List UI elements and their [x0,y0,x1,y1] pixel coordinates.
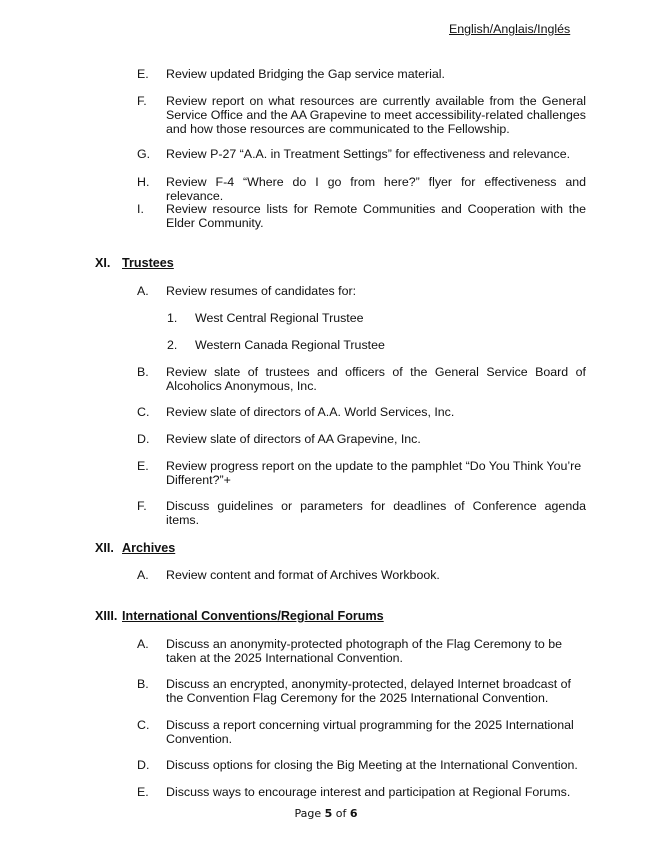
section-heading-international-conventions [95,609,384,623]
page-of-label: of [332,807,350,820]
item-text: Review resource lists for Remote Communities and Cooperation with the Elder Community. [166,202,586,230]
item-letter: A. [137,284,149,298]
section-numeral: XII. [95,541,114,555]
sub-item-text: West Central Regional Trustee [195,311,364,325]
item-text: Review slate of trustees and officers of the General Service Board of Alcoholics Anonymous, Inc. [166,365,586,393]
item-letter: A. [137,637,149,651]
page-label: Page [294,807,325,820]
item-text: Review report on what resources are currently available from the General Service Office and the AA Grapevine to meet accessibility-related challenges and how those resources are communicated to the Fellowship. [166,94,586,136]
document-language-header: English/Anglais/Inglés [449,22,571,36]
item-text: Discuss an encrypted, anonymity-protected, delayed Internet broadcast of the Convention Flag Ceremony for the 2025 International Convention. [166,677,571,705]
section-heading-archives [95,541,175,555]
item-letter: E. [137,459,149,473]
sub-item-number: 1. [167,311,178,325]
item-letter: G. [137,147,151,161]
section-numeral: XIII. [95,609,118,623]
item-letter: I. [137,202,144,216]
item-text: Discuss a report concerning virtual programming for the 2025 International Convention. [166,718,574,746]
sub-item-number: 2. [167,338,178,352]
item-letter: F. [137,94,147,108]
section-title: International Conventions/Regional Forums [122,609,384,623]
item-text: Discuss an anonymity-protected photograph of the Flag Ceremony to be taken at the 2025 International Convention. [166,637,563,665]
item-letter: D. [137,432,150,446]
section-title: Archives [122,541,176,555]
item-text: Review updated Bridging the Gap service material. [166,67,445,81]
section-title: Trustees [122,256,174,270]
item-letter: E. [137,785,149,799]
item-text: Review resumes of candidates for: [166,284,357,298]
item-text: Discuss options for closing the Big Meeting at the International Convention. [166,758,578,772]
item-text: Review slate of directors of A.A. World Services, Inc. [166,405,455,419]
item-letter: C. [137,718,150,732]
section-heading-trustees [95,256,174,270]
item-text: Discuss ways to encourage interest and participation at Regional Forums. [166,785,571,799]
item-letter: F. [137,499,147,513]
item-letter: A. [137,568,149,582]
item-letter: E. [137,67,149,81]
item-text: Review slate of directors of AA Grapevine, Inc. [166,432,421,446]
item-text: Discuss guidelines or parameters for deadlines of Conference agenda items. [166,499,586,527]
item-letter: B. [137,365,149,379]
item-text: Review F-4 “Where do I go from here?” flyer for effectiveness and relevance. [166,175,586,203]
item-letter: B. [137,677,149,691]
item-letter: H. [137,175,150,189]
item-text: Review P-27 “A.A. in Treatment Settings” for effectiveness and relevance. [166,147,571,161]
current-page-number: 5 [324,807,333,820]
total-page-number: 6 [349,807,358,820]
section-numeral: XI. [95,256,111,270]
item-text: Review progress report on the update to the pamphlet “Do You Think You’re Different?”+ [166,459,582,487]
sub-item-text: Western Canada Regional Trustee [195,338,385,352]
item-letter: C. [137,405,150,419]
item-letter: D. [137,758,150,772]
item-text: Review content and format of Archives Workbook. [166,568,440,582]
page-number-footer [0,807,652,820]
